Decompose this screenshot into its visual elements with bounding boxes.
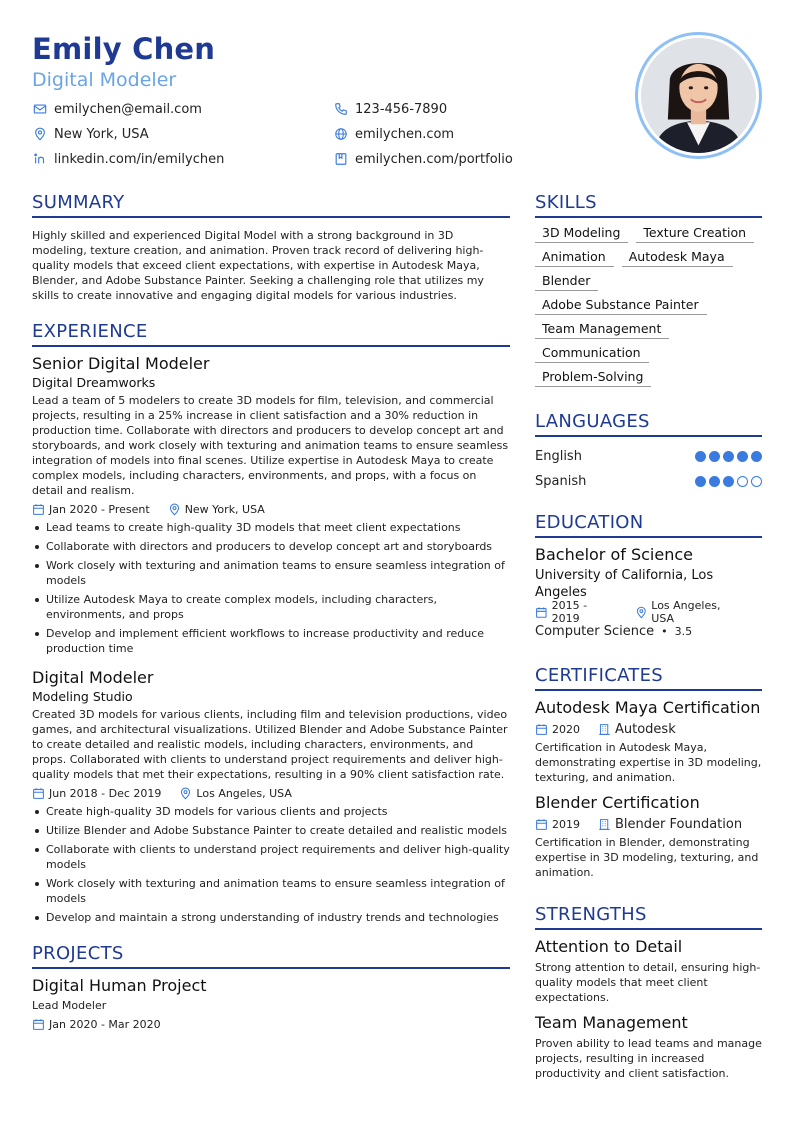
level-dot-empty	[737, 476, 748, 487]
bullet-item: Create high-quality 3D models for various clients and projects	[32, 804, 510, 819]
job-description: Created 3D models for various clients, including film and television productions, video games, and architectural visualizations. Utilized Blender and Adobe Substance Painter to create detailed and realistic models, including characters, environments, and props. Collaborated with clients to understand project requirements and deliver high-quality models that met their expectations, resulting in a 90% client satisfaction rate.	[32, 708, 508, 781]
education-dates-text: 2015 - 2019	[551, 599, 588, 625]
level-dot-filled	[709, 476, 720, 487]
certificate-issuer-text: Blender Foundation	[615, 816, 743, 832]
project-dates-text: Jan 2020 - Mar 2020	[49, 1017, 161, 1031]
strength-title: Team Management	[535, 1013, 688, 1032]
strength-description: Strong attention to detail, ensuring high-quality models that meet client expectations.	[535, 961, 761, 1004]
school: University of California, Los Angeles	[535, 568, 714, 600]
level-dot-filled	[751, 451, 762, 462]
gpa: 3.5	[674, 625, 693, 638]
portfolio-icon	[333, 151, 349, 167]
job-dates	[32, 787, 161, 800]
education-heading: EDUCATION	[535, 512, 762, 538]
job-location-text: Los Angeles, USA	[196, 786, 292, 800]
separator-dot: •	[661, 625, 668, 638]
experience-item	[32, 668, 510, 925]
certificate-description: Certification in Autodesk Maya, demonstrating expertise in 3D modeling, texturing, and animation.	[535, 741, 762, 784]
job-dates-text: Jun 2018 - Dec 2019	[49, 786, 162, 800]
skill-tag: Texture Creation	[636, 225, 754, 243]
bullet-item: Work closely with texturing and animation teams to ensure seamless integration of models	[32, 558, 510, 588]
company-name: Modeling Studio	[32, 689, 133, 704]
job-title: Senior Digital Modeler	[32, 354, 210, 373]
skill-tag: Animation	[535, 249, 614, 267]
job-location	[179, 787, 291, 800]
contact-linkedin[interactable]	[32, 150, 224, 168]
job-title: Digital Modeler	[32, 668, 154, 687]
calendar-icon	[32, 503, 45, 516]
level-dot-filled	[723, 476, 734, 487]
language-name: English	[535, 449, 582, 464]
location-pin-icon	[32, 126, 48, 142]
level-dot-empty	[751, 476, 762, 487]
education-item	[535, 545, 762, 639]
bullet-item: Collaborate with directors and producers to develop concept art and storyboards	[32, 539, 510, 554]
location-pin-icon	[635, 606, 648, 619]
job-bullets	[32, 520, 510, 656]
candidate-role: Digital Modeler	[32, 69, 177, 91]
candidate-name: Emily Chen	[32, 32, 216, 66]
language-item	[535, 469, 762, 494]
calendar-icon	[32, 787, 45, 800]
linkedin-icon	[32, 151, 48, 167]
level-dot-filled	[723, 451, 734, 462]
project-item	[32, 976, 510, 1032]
certificate-year	[535, 723, 580, 736]
certificate-year-text: 2020	[552, 722, 580, 736]
level-dot-filled	[737, 451, 748, 462]
bullet-item: Utilize Blender and Adobe Substance Painter to create detailed and realistic models	[32, 823, 510, 838]
language-level-dots	[695, 476, 762, 487]
project-dates	[32, 1018, 161, 1031]
experience-heading: EXPERIENCE	[32, 321, 510, 347]
website-text: emilychen.com	[355, 126, 455, 142]
experience-item	[32, 354, 510, 656]
location-pin-icon	[168, 503, 181, 516]
bullet-item: Work closely with texturing and animation teams to ensure seamless integration of models	[32, 876, 510, 906]
certificate-year-text: 2019	[552, 817, 580, 831]
building-icon	[598, 818, 611, 831]
skills-list	[535, 225, 762, 387]
project-role: Lead Modeler	[32, 999, 107, 1012]
job-bullets	[32, 804, 510, 925]
bullet-item: Collaborate with clients to understand project requirements and deliver high-quality models	[32, 842, 510, 872]
skill-tag: Team Management	[535, 321, 669, 339]
certificate-title: Blender Certification	[535, 793, 700, 812]
languages-heading: LANGUAGES	[535, 411, 762, 437]
level-dot-filled	[709, 451, 720, 462]
level-dot-filled	[695, 451, 706, 462]
strength-item	[535, 1013, 762, 1081]
degree: Bachelor of Science	[535, 545, 693, 564]
certificates-heading: CERTIFICATES	[535, 665, 762, 691]
company-name: Digital Dreamworks	[32, 375, 156, 390]
bullet-item: Develop and maintain a strong understanding of industry trends and technologies	[32, 910, 510, 925]
education-dates	[535, 599, 617, 625]
bullet-item: Lead teams to create high-quality 3D models that meet client expectations	[32, 520, 510, 535]
calendar-icon	[535, 606, 548, 619]
job-dates	[32, 503, 150, 516]
calendar-icon	[535, 818, 548, 831]
field-of-study: Computer Science	[535, 624, 655, 639]
globe-icon	[333, 126, 349, 142]
certificate-year	[535, 818, 580, 831]
job-meta	[32, 785, 510, 801]
right-column	[535, 192, 762, 1081]
language-level-dots	[695, 451, 762, 462]
certificate-title: Autodesk Maya Certification	[535, 698, 761, 717]
project-meta	[32, 1016, 510, 1032]
bullet-item: Develop and implement efficient workflows to increase productivity and reduce production time	[32, 626, 510, 656]
certificate-issuer-text: Autodesk	[615, 721, 676, 737]
profile-photo-frame	[635, 32, 762, 159]
skill-tag: Adobe Substance Painter	[535, 297, 707, 315]
strength-item	[535, 937, 762, 1005]
certificate-issuer	[598, 722, 676, 737]
bullet-item: Utilize Autodesk Maya to create complex models, including characters, environments, and props	[32, 592, 510, 622]
email-icon	[32, 101, 48, 117]
education-location-text: Los Angeles, USA	[651, 599, 721, 625]
job-dates-text: Jan 2020 - Present	[49, 502, 150, 516]
contact-phone[interactable]	[333, 100, 447, 118]
contact-portfolio[interactable]	[333, 150, 513, 168]
phone-text: 123-456-7890	[355, 101, 448, 117]
skill-tag: Communication	[535, 345, 649, 363]
certificate-item	[535, 698, 762, 785]
contact-email[interactable]	[32, 100, 202, 118]
email-text: emilychen@email.com	[54, 101, 202, 117]
profile-photo	[641, 38, 756, 153]
building-icon	[598, 723, 611, 736]
skills-heading: SKILLS	[535, 192, 762, 218]
skill-tag: Autodesk Maya	[622, 249, 733, 267]
location-pin-icon	[179, 787, 192, 800]
language-name: Spanish	[535, 474, 587, 489]
calendar-icon	[32, 1018, 45, 1031]
field-gpa-row	[535, 624, 762, 639]
linkedin-text: linkedin.com/in/emilychen	[54, 151, 225, 167]
contact-location	[32, 125, 149, 143]
education-location	[635, 599, 744, 625]
location-text: New York, USA	[54, 126, 149, 142]
language-item	[535, 444, 762, 469]
level-dot-filled	[695, 476, 706, 487]
phone-icon	[333, 101, 349, 117]
job-location-text: New York, USA	[184, 502, 265, 516]
strengths-heading: STRENGTHS	[535, 904, 762, 930]
project-title: Digital Human Project	[32, 976, 207, 995]
left-column	[32, 192, 510, 1035]
skill-tag: Problem-Solving	[535, 369, 651, 387]
skill-tag: 3D Modeling	[535, 225, 628, 243]
certificate-item	[535, 793, 762, 880]
skill-tag: Blender	[535, 273, 598, 291]
job-location	[168, 503, 265, 516]
summary-heading: SUMMARY	[32, 192, 510, 218]
profile-portrait-illustration	[641, 38, 756, 153]
projects-heading: PROJECTS	[32, 943, 510, 969]
summary-text: Highly skilled and experienced Digital Model with a strong background in 3D modeling, texture creation, and animation. Proven track record of delivering high-quality models that exceed client expectations, with expertise in Autodesk Maya, Blender, and Adobe Substance Painter. Seeking a challenging role that utilizes my skills to create innovative and engaging digital models for various industries.	[32, 229, 484, 302]
job-description: Lead a team of 5 modelers to create 3D models for film, television, and commercial projects, resulting in a 25% increase in client satisfaction and a 30% reduction in production time. Collaborate with directors and producers to develop concept art and storyboards, and work closely with texturing and animation teams to ensure seamless integration of models into final scenes. Utilize expertise in Autodesk Maya to create complex models, including characters, environments, and props, with a focus on detail and realism.	[32, 394, 509, 497]
certificate-meta	[535, 816, 762, 832]
resume-header	[32, 32, 762, 172]
portfolio-text: emilychen.com/portfolio	[355, 151, 513, 167]
certificate-description: Certification in Blender, demonstrating expertise in 3D modeling, texturing, and animation.	[535, 836, 759, 879]
certificate-issuer	[598, 817, 742, 832]
contact-website[interactable]	[333, 125, 454, 143]
certificate-meta	[535, 721, 762, 737]
education-meta	[535, 599, 762, 625]
strength-description: Proven ability to lead teams and manage projects, resulting in increased productivity and client satisfaction.	[535, 1037, 762, 1080]
strength-title: Attention to Detail	[535, 937, 683, 956]
calendar-icon	[535, 723, 548, 736]
job-meta	[32, 501, 510, 517]
